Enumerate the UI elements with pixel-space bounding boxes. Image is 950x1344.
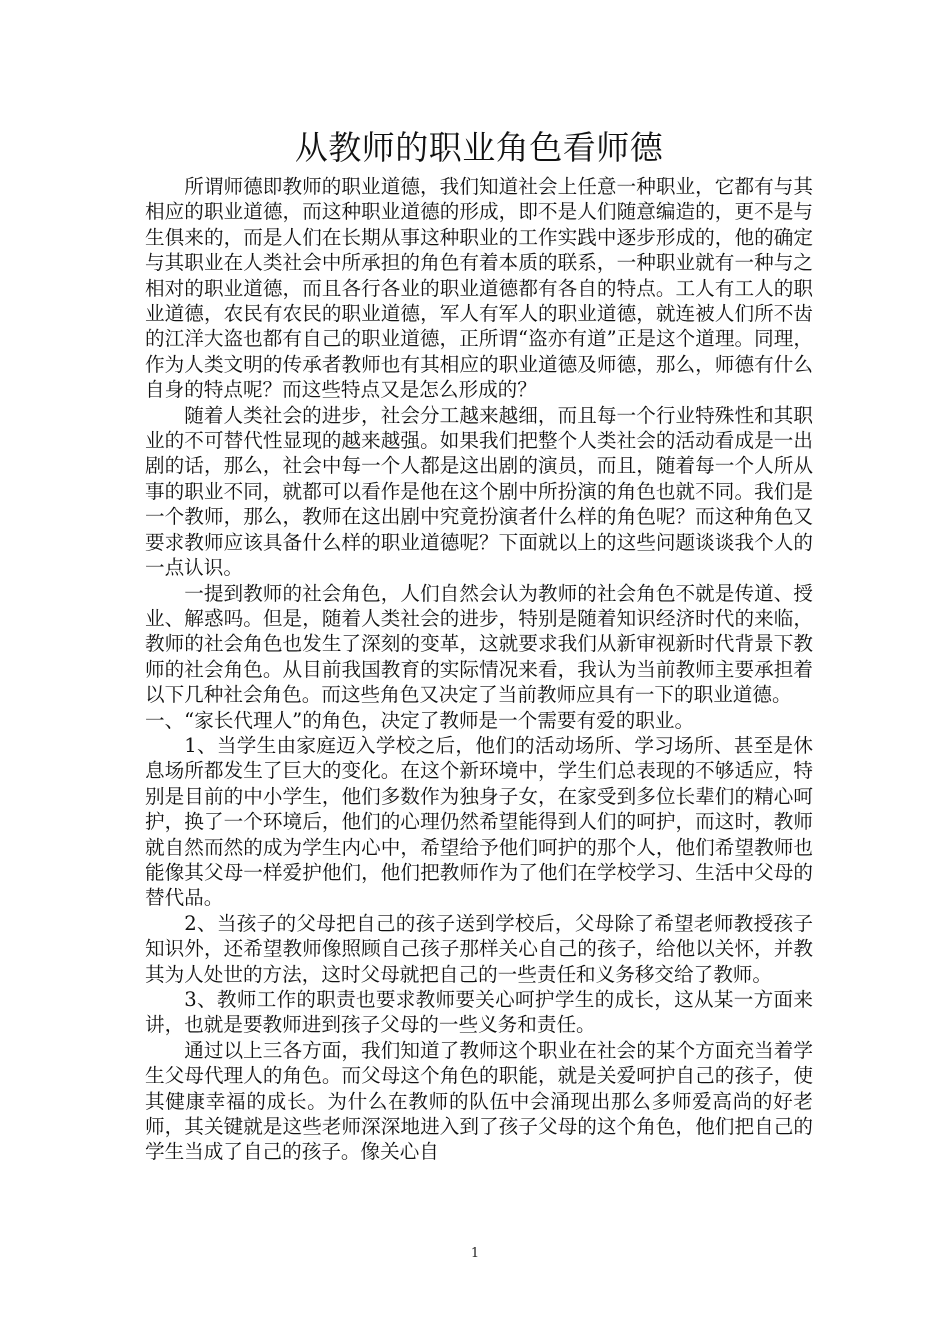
document-title: 从教师的职业角色看师德 — [294, 128, 664, 167]
paragraph-3: 一提到教师的社会角色，人们自然会认为教师的社会角色不就是传道、授业、解惑吗。但是，随着人类社会的进步，特别是随着知识经济时代的来临，教师的社会角色也发生了深刻的变革，这就要求我们从新审视新时代背景下教师的社会角色。从目前我国教育的实际情况来看，我认为当前教师主要承担着以下几种社会角色。而这些角色又决定了当前教师应具有一下的职业道德。 — [145, 581, 813, 707]
document-body — [145, 126, 813, 1165]
paragraph-item-1: 1、当学生由家庭迈入学校之后，他们的活动场所、学习场所、甚至是休息场所都发生了巨大的变化。在这个新环境中，学生们总表现的不够适应，特别是目前的中小学生，他们多数作为独身子女，在家受到多位长辈们的精心呵护，换了一个环境后，他们的心理仍然希望能得到人们的呵护，而这时，教师就自然而然的成为学生内心中，希望给予他们呵护的那个人，他们希望教师也能像其父母一样爱护他们，他们把教师作为了他们在学校学习、生活中父母的替代品。 — [145, 733, 813, 910]
paragraph-1: 所谓师德即教师的职业道德，我们知道社会上任意一种职业，它都有与其相应的职业道德，而这种职业道德的形成，即不是人们随意编造的，更不是与生俱来的，而是人们在长期从事这种职业的工作实践中逐步形成的，他的确定与其职业在人类社会中所承担的角色有着本质的联系，一种职业就有一种与之相对的职业道德，而且各行各业的职业道德都有各自的特点。工人有工人的职业道德，农民有农民的职业道德，军人有军人的职业道德，就连被人们所不齿的江洋大盗也都有自己的职业道德，正所谓“盗亦有道”正是这个道理。同理，作为人类文明的传承者教师也有其相应的职业道德及师德，那么，师德有什么自身的特点呢？而这些特点又是怎么形成的？ — [145, 175, 813, 402]
section-heading-1: 一、“家长代理人”的角色，决定了教师是一个需要有爱的职业。 — [145, 708, 695, 732]
paragraph-item-2: 2、当孩子的父母把自己的孩子送到学校后，父母除了希望老师教授孩子知识外，还希望教师像照顾自己孩子那样关心自己的孩子，给他以关怀，并教其为人处世的方法，这时父母就把自己的一些责任和义务移交给了教师。 — [145, 911, 813, 986]
paragraph-2: 随着人类社会的进步，社会分工越来越细，而且每一个行业特殊性和其职业的不可替代性显现的越来越强。如果我们把整个人类社会的活动看成是一出剧的话，那么，社会中每一个人都是这出剧的演员，而且，随着每一个人所从事的职业不同，就都可以看作是他在这个剧中所扮演的角色也就不同。我们是一个教师，那么，教师在这出剧中究竟扮演者什么样的角色呢？而这种角色又要求教师应该具备什么样的职业道德呢？下面就以上的这些问题谈谈我个人的一点认识。 — [145, 403, 813, 580]
paragraph-item-3: 3、教师工作的职责也要求教师要关心呵护学生的成长，这从某一方面来讲，也就是要教师进到孩子父母的一些义务和责任。 — [145, 988, 813, 1037]
page-number: 1 — [470, 1246, 480, 1261]
paragraph-conclusion: 通过以上三各方面，我们知道了教师这个职业在社会的某个方面充当着学生父母代理人的角色。而父母这个角色的职能，就是关爱呵护自己的孩子，使其健康幸福的成长。为什么在教师的队伍中会涌现出那么多师爱高尚的好老师，其关键就是这些老师深深地进入到了孩子父母的这个角色，他们把自己的学生当成了自己的孩子。像关心自 — [145, 1038, 813, 1164]
